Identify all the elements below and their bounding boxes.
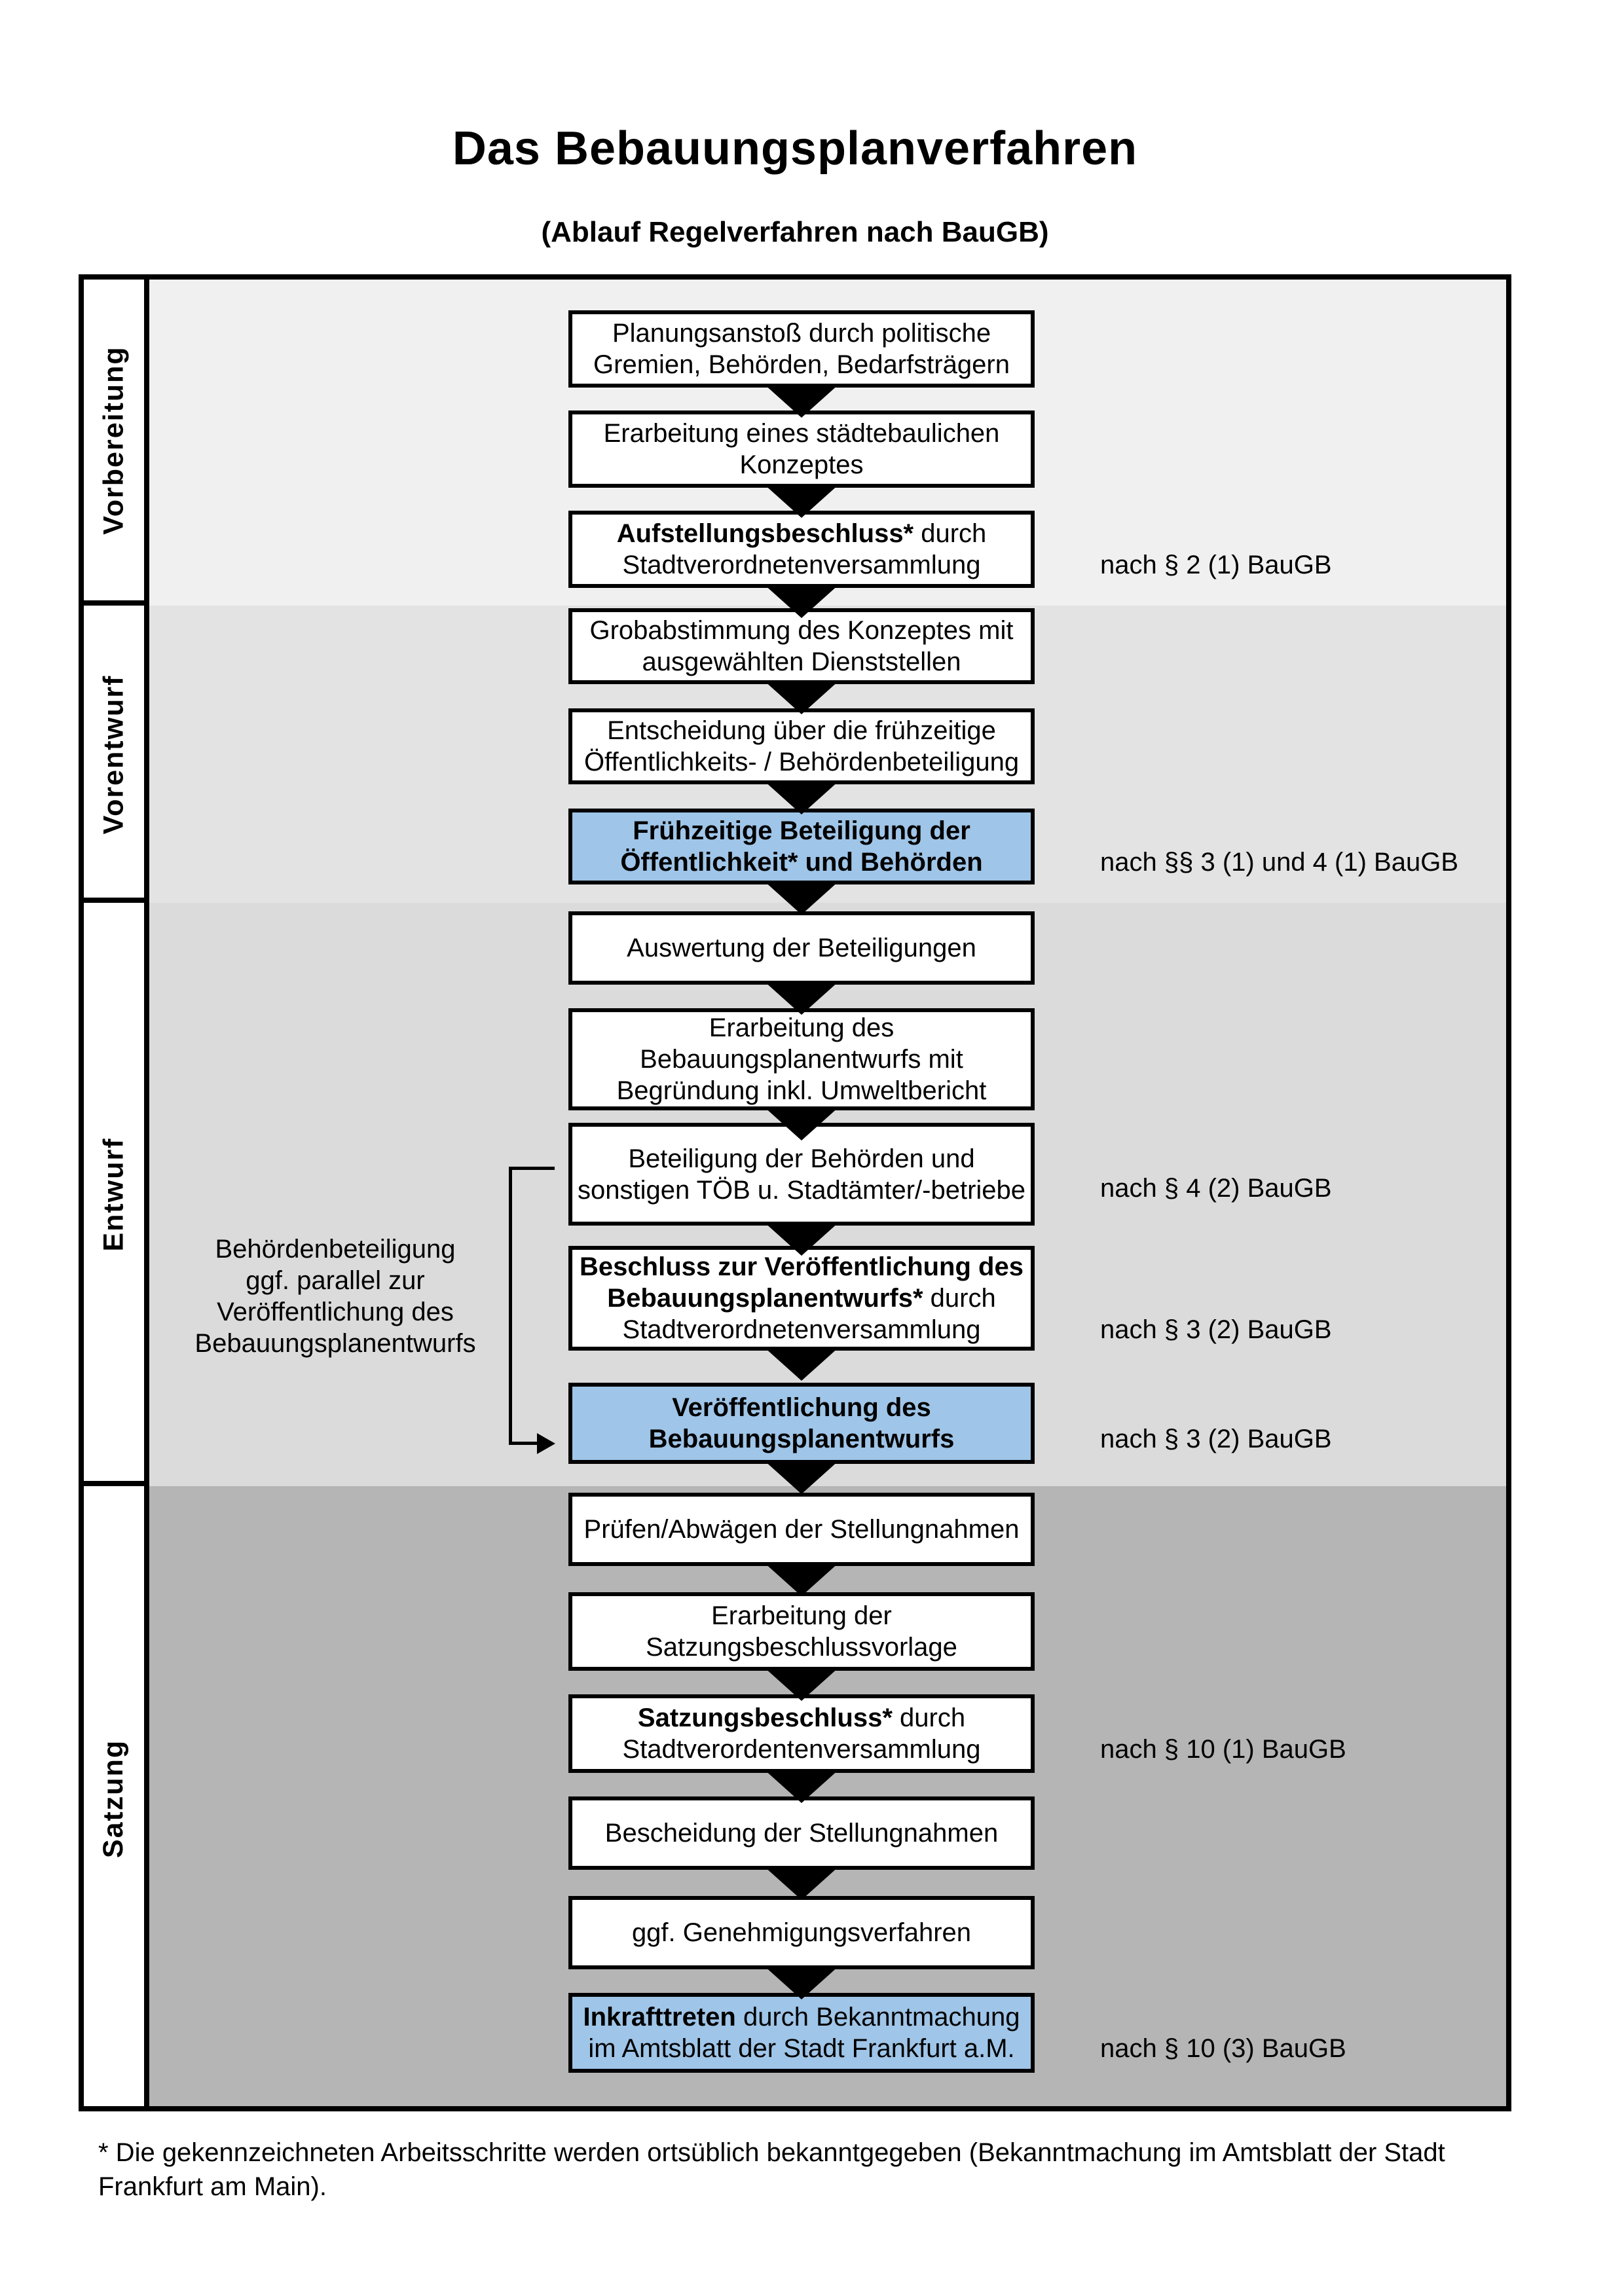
flow-arrow-down-icon [764,1866,840,1900]
phase-label-vorentwurf: Vorentwurf [98,674,130,834]
section-divider-line [84,1481,144,1486]
page-subtitle: (Ablauf Regelverfahren nach BauGB) [541,216,1049,248]
step-planungsanstoss: Planungsanstoß durch politische Gremien, Behörden, Bedarfsträgern [568,310,1035,388]
flow-arrow-down-icon [764,1106,840,1140]
flow-arrow-down-icon [764,981,840,1015]
section-divider-line [84,898,144,903]
side-note-line: Veröffentlichung des [217,1298,454,1326]
step-fruehzeitige-beteiligung: Frühzeitige Beteiligung der Öffentlichkeit* und Behörden [568,809,1035,884]
step-bescheidung-stellungnahmen: Bescheidung der Stellungnahmen [568,1796,1035,1870]
flow-arrow-down-icon [764,484,840,518]
flow-arrow-down-icon [764,1347,840,1381]
step-pruefen-abwaegen: Prüfen/Abwägen der Stellungnahmen [568,1493,1035,1566]
parallel-branch-connector [509,1167,555,1170]
step-grobabstimmung: Grobabstimmung des Konzeptes mit ausgewählten Dienststellen [568,608,1035,684]
legal-ref-fruehzeitige-beteiligung: nach §§ 3 (1) und 4 (1) BauGB [1100,848,1458,877]
phase-label-satzung: Satzung [98,1739,130,1859]
flow-arrow-down-icon [764,1769,840,1803]
step-entscheidung-fruehzeitige-beteiligung: Entscheidung über die frühzeitige Öffentlichkeits- / Behördenbeteiligung [568,708,1035,784]
legal-ref-inkrafttreten: nach § 10 (3) BauGB [1100,2034,1346,2063]
legal-ref-beschluss-veroeffentlichung: nach § 3 (2) BauGB [1100,1315,1332,1344]
step-auswertung-beteiligungen: Auswertung der Beteiligungen [568,911,1035,985]
flow-arrow-down-icon [764,1222,840,1256]
footnote-line: Frankfurt am Main). [98,2172,327,2201]
phase-cell-vorentwurf [84,611,144,898]
phase-cell-satzung [84,1491,144,2106]
step-satzungsbeschlussvorlage: Erarbeitung der Satzungsbeschlussvorlage [568,1592,1035,1671]
legal-ref-veroeffentlichung: nach § 3 (2) BauGB [1100,1425,1332,1453]
flow-arrow-down-icon [764,1965,840,1999]
flow-arrow-down-icon [764,881,840,915]
legal-ref-aufstellungsbeschluss: nach § 2 (1) BauGB [1100,551,1332,579]
flow-arrow-down-icon [764,1460,840,1494]
arrow-right-icon [537,1433,555,1454]
step-beschluss-veroeffentlichung: Beschluss zur Veröffentlichung des Bebauungsplanentwurfs* durch Stadtverordnetenversammlung [568,1246,1035,1351]
phase-cell-vorbereitung [84,280,144,600]
phase-label-entwurf: Entwurf [98,1137,130,1252]
page-title: Das Bebauungsplanverfahren [452,122,1138,175]
step-satzungsbeschluss: Satzungsbeschluss* durch Stadtverordentenversammlung [568,1694,1035,1773]
legal-ref-behoerdenbeteiligung: nach § 4 (2) BauGB [1100,1174,1332,1203]
step-aufstellungsbeschluss: Aufstellungsbeschluss* durch Stadtverordnetenversammlung [568,511,1035,588]
step-behoerdenbeteiligung-toeb: Beteiligung der Behörden und sonstigen TÖB u. Stadtämter/-betriebe [568,1123,1035,1226]
flow-arrow-down-icon [764,384,840,418]
side-note-line: Bebauungsplanentwurfs [194,1329,476,1358]
section-divider-line [84,600,144,606]
side-note-line: ggf. parallel zur [246,1266,425,1295]
phase-cell-entwurf [84,908,144,1481]
step-staedtebauliches-konzept: Erarbeitung eines städtebaulichen Konzeptes [568,410,1035,488]
step-erarbeitung-bebauungsplanentwurf: Erarbeitung des Bebauungsplanentwurfs mit Begründung inkl. Umweltbericht [568,1008,1035,1110]
flow-arrow-down-icon [764,1562,840,1596]
phase-label-vorbereitung: Vorbereitung [98,345,130,535]
legal-ref-satzungsbeschluss: nach § 10 (1) BauGB [1100,1735,1346,1764]
parallel-branch-connector [509,1442,539,1445]
step-inkrafttreten: Inkrafttreten durch Bekanntmachung im Amtsblatt der Stadt Frankfurt a.M. [568,1993,1035,2073]
flow-arrow-down-icon [764,680,840,714]
footnote-line: * Die gekennzeichneten Arbeitsschritte werden ortsüblich bekanntgegeben (Bekanntmachung im Amtsblatt der Stadt [98,2138,1445,2167]
flow-arrow-down-icon [764,780,840,814]
side-note [172,1233,499,1359]
parallel-branch-connector [509,1167,512,1445]
footnote [98,2136,1526,2204]
step-genehmigungsverfahren: ggf. Genehmigungsverfahren [568,1896,1035,1969]
side-note-line: Behördenbeteiligung [215,1235,456,1264]
flow-arrow-down-icon [764,584,840,618]
flow-arrow-down-icon [764,1667,840,1701]
phase-column-divider [144,280,149,2106]
step-veroeffentlichung-entwurf: Veröffentlichung des Bebauungsplanentwurfs [568,1383,1035,1464]
